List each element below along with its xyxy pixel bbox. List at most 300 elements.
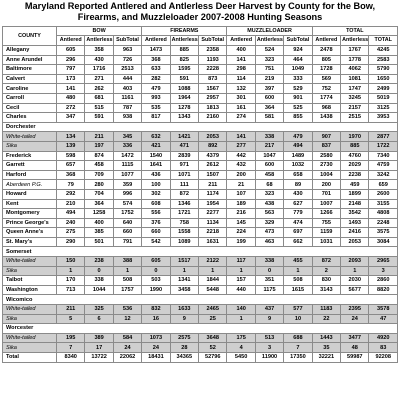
harvest-count: 832 [142, 305, 170, 315]
harvest-count: 805 [312, 55, 340, 65]
harvest-count: 277 [227, 141, 255, 151]
harvest-count: 5790 [369, 65, 398, 75]
harvest-count: 11900 [255, 353, 283, 363]
harvest-count: 1721 [170, 209, 198, 219]
harvest-count: 1615 [284, 285, 312, 295]
harvest-count: 161 [227, 103, 255, 113]
harvest-count: 430 [284, 189, 312, 199]
harvest-count: 323 [255, 55, 283, 65]
harvest-count: 1 [227, 314, 255, 324]
harvest-count: 3578 [369, 305, 398, 315]
harvest-count: 22 [312, 314, 340, 324]
harvest-count: 16 [142, 314, 170, 324]
county-name: Montgomery [3, 209, 57, 219]
harvest-count: 292 [57, 189, 85, 199]
harvest-count: 591 [170, 74, 198, 84]
harvest-count: 855 [284, 113, 312, 123]
header-col: Antlerless [255, 36, 283, 46]
harvest-count: 211 [199, 180, 227, 190]
harvest-count: 3125 [369, 103, 398, 113]
harvest-count: 217 [255, 141, 283, 151]
harvest-count: 216 [227, 209, 255, 219]
harvest-count: 515 [85, 103, 113, 113]
harvest-count: 189 [227, 199, 255, 209]
harvest-count: 141 [57, 84, 85, 94]
harvest-count: 524 [255, 46, 283, 56]
harvest-count: 627 [284, 199, 312, 209]
harvest-count: 1 [284, 266, 312, 276]
header-col: Antlerless [170, 36, 198, 46]
harvest-count: 752 [312, 84, 340, 94]
header-col: TOTAL [369, 36, 398, 46]
harvest-count: 18431 [142, 353, 170, 363]
harvest-count: 28 [170, 343, 198, 353]
title-line-1: Maryland Reported Antlered and Antlerless Deer Harvest by County for the Bow, [24, 1, 376, 11]
harvest-count: 200 [227, 170, 255, 180]
harvest-count: 83 [369, 343, 398, 353]
harvest-count: 1174 [199, 189, 227, 199]
harvest-count: 473 [255, 228, 283, 238]
harvest-count: 1004 [312, 170, 340, 180]
harvest-count: 501 [85, 237, 113, 247]
harvest-count: 1813 [199, 103, 227, 113]
harvest-count: 1438 [312, 113, 340, 123]
harvest-count: 1341 [170, 276, 198, 286]
harvest-count: 400 [85, 218, 113, 228]
harvest-count: 1558 [170, 228, 198, 238]
harvest-count: 173 [57, 74, 85, 84]
harvest-count: 479 [284, 132, 312, 142]
harvest-count: 1641 [142, 161, 170, 171]
harvest-count: 272 [57, 103, 85, 113]
harvest-count: 3242 [369, 170, 398, 180]
harvest-count: 600 [255, 93, 283, 103]
header-col: Antlered [312, 36, 340, 46]
harvest-count: 24 [341, 314, 369, 324]
county-name: St. Mary's [3, 237, 57, 247]
harvest-count: 211 [85, 132, 113, 142]
harvest-count: 175 [227, 333, 255, 343]
harvest-count: 1 [341, 266, 369, 276]
harvest-count: 525 [284, 103, 312, 113]
harvest-count: 633 [142, 65, 170, 75]
harvest-count: 34365 [170, 353, 198, 363]
harvest-count: 605 [142, 257, 170, 267]
header-row-groups [3, 27, 398, 36]
harvest-count: 632 [142, 132, 170, 142]
harvest-count: 296 [57, 55, 85, 65]
harvest-count: 459 [341, 180, 369, 190]
harvest-count: 779 [284, 209, 312, 219]
harvest-count: 1031 [312, 237, 340, 247]
county-name: Prince George's [3, 218, 57, 228]
harvest-count: 2 [312, 266, 340, 276]
harvest-count: 100 [142, 180, 170, 190]
county-name: Kent [3, 199, 57, 209]
harvest-count: 48 [341, 343, 369, 353]
harvest-count: 713 [57, 285, 85, 295]
harvest-count: 3155 [369, 199, 398, 209]
harvest-count: 358 [85, 46, 113, 56]
harvest-count: 5450 [227, 353, 255, 363]
harvest-count: 262 [85, 84, 113, 94]
harvest-count: 436 [142, 170, 170, 180]
harvest-count: 1115 [113, 161, 141, 171]
harvest-count: 385 [85, 228, 113, 238]
harvest-count: 1089 [170, 237, 198, 247]
harvest-count: 17350 [284, 353, 312, 363]
harvest-count: 1266 [312, 209, 340, 219]
harvest-count: 52 [199, 343, 227, 353]
harvest-count: 791 [113, 237, 141, 247]
harvest-count: 2583 [369, 55, 398, 65]
harvest-count: 438 [255, 199, 283, 209]
harvest-count: 885 [341, 141, 369, 151]
table-row [3, 55, 398, 65]
county-name: Allegany [3, 46, 57, 56]
harvest-count: 140 [227, 305, 255, 315]
harvest-count: 197 [85, 141, 113, 151]
harvest-count: 1161 [113, 93, 141, 103]
harvest-count: 2416 [341, 228, 369, 238]
county-name: White-tailed [3, 333, 57, 343]
harvest-count: 600 [255, 161, 283, 171]
harvest-count: 968 [312, 103, 340, 113]
harvest-count: 1489 [284, 151, 312, 161]
harvest-count: 4920 [369, 333, 398, 343]
harvest-count: 437 [255, 305, 283, 315]
table-row [3, 93, 398, 103]
county-group-row [3, 122, 398, 132]
county-name: Sika [3, 343, 57, 353]
harvest-count: 290 [57, 237, 85, 247]
harvest-count: 2600 [369, 189, 398, 199]
harvest-count: 0 [85, 266, 113, 276]
county-name: White-tailed [3, 132, 57, 142]
harvest-count: 463 [255, 237, 283, 247]
harvest-count: 0 [255, 266, 283, 276]
table-row [3, 151, 398, 161]
harvest-count: 8340 [57, 353, 85, 363]
harvest-count: 336 [113, 141, 141, 151]
harvest-count: 787 [113, 103, 141, 113]
harvest-count: 542 [142, 237, 170, 247]
harvest-count: 758 [170, 218, 198, 228]
harvest-count: 1899 [341, 189, 369, 199]
county-name: Calvert [3, 74, 57, 84]
harvest-count: 111 [170, 180, 198, 190]
harvest-count: 837 [312, 141, 340, 151]
harvest-count: 10 [284, 314, 312, 324]
harvest-count: 200 [312, 180, 340, 190]
harvest-count: 1077 [113, 170, 141, 180]
harvest-count: 325 [85, 305, 113, 315]
harvest-count: 2465 [199, 305, 227, 315]
table-row [3, 132, 398, 142]
harvest-count: 280 [85, 180, 113, 190]
harvest-count: 1752 [113, 209, 141, 219]
harvest-count: 1716 [85, 65, 113, 75]
harvest-count: 872 [312, 257, 340, 267]
harvest-count: 400 [227, 46, 255, 56]
harvest-count: 474 [284, 218, 312, 228]
harvest-count: 3084 [369, 237, 398, 247]
harvest-count: 359 [113, 180, 141, 190]
table-row [3, 314, 398, 324]
harvest-count: 421 [142, 141, 170, 151]
harvest-count: 577 [284, 305, 312, 315]
county-name: Washington [3, 285, 57, 295]
header-row-columns [3, 36, 398, 46]
harvest-count: 347 [57, 113, 85, 123]
harvest-count: 458 [255, 170, 283, 180]
harvest-count: 536 [113, 305, 141, 315]
harvest-count: 107 [227, 189, 255, 199]
county-group-label: Somerset [3, 247, 398, 257]
harvest-count: 195 [57, 333, 85, 343]
harvest-count: 508 [284, 276, 312, 286]
harvest-count: 114 [227, 74, 255, 84]
harvest-count: 479 [142, 84, 170, 94]
harvest-count: 2030 [341, 276, 369, 286]
header-col: Antlerless [341, 36, 369, 46]
table-row [3, 141, 398, 151]
harvest-count: 2122 [199, 257, 227, 267]
harvest-count: 529 [284, 84, 312, 94]
harvest-count: 219 [255, 74, 283, 84]
header-group-muzzleloader: MUZZLELOADER [227, 27, 312, 36]
table-row [3, 237, 398, 247]
county-name: Garrett [3, 161, 57, 171]
header-col: Antlered [142, 36, 170, 46]
harvest-count: 797 [57, 65, 85, 75]
harvest-count: 1517 [170, 257, 198, 267]
harvest-count: 658 [284, 170, 312, 180]
header-county: COUNTY [3, 27, 57, 46]
harvest-count: 275 [57, 228, 85, 238]
harvest-count: 2358 [199, 46, 227, 56]
harvest-count: 2093 [341, 257, 369, 267]
harvest-count: 455 [284, 257, 312, 267]
county-name: White-tailed [3, 305, 57, 315]
table-row [3, 46, 398, 56]
harvest-count: 274 [227, 113, 255, 123]
county-name: Carroll [3, 93, 57, 103]
harvest-count: 830 [312, 276, 340, 286]
harvest-count: 574 [113, 199, 141, 209]
harvest-count: 32221 [312, 353, 340, 363]
harvest-count: 145 [227, 218, 255, 228]
harvest-count: 1728 [312, 65, 340, 75]
harvest-count: 5 [57, 314, 85, 324]
harvest-count: 1 [170, 266, 198, 276]
harvest-count: 271 [85, 74, 113, 84]
harvest-count: 389 [85, 333, 113, 343]
harvest-count: 3953 [369, 113, 398, 123]
harvest-count: 1 [227, 266, 255, 276]
harvest-count: 471 [170, 141, 198, 151]
harvest-count: 963 [113, 46, 141, 56]
header-col: SubTotal [113, 36, 141, 46]
harvest-count: 751 [255, 65, 283, 75]
harvest-count: 368 [57, 170, 85, 180]
harvest-count: 1990 [142, 285, 170, 295]
harvest-count: 464 [284, 55, 312, 65]
harvest-count: 7 [284, 343, 312, 353]
harvest-count: 938 [113, 113, 141, 123]
harvest-count: 563 [255, 209, 283, 219]
harvest-count: 6 [85, 314, 113, 324]
harvest-count: 5677 [341, 285, 369, 295]
harvest-count: 117 [227, 257, 255, 267]
harvest-count: 2157 [341, 103, 369, 113]
harvest-count: 132 [227, 84, 255, 94]
harvest-count: 4062 [341, 65, 369, 75]
harvest-count: 430 [85, 55, 113, 65]
harvest-count: 2218 [199, 228, 227, 238]
harvest-count: 657 [57, 161, 85, 171]
header-col: Antlerless [85, 36, 113, 46]
header-group-firearms: FIREARMS [142, 27, 227, 36]
county-name: Sika [3, 141, 57, 151]
total-row [3, 353, 398, 363]
harvest-count: 5019 [369, 93, 398, 103]
harvest-count: 2228 [199, 65, 227, 75]
harvest-count: 1567 [199, 84, 227, 94]
harvest-count: 368 [142, 55, 170, 65]
harvest-count: 79 [57, 180, 85, 190]
harvest-count: 3477 [341, 333, 369, 343]
harvest-count: 68 [255, 180, 283, 190]
harvest-count: 1473 [142, 46, 170, 56]
harvest-count: 2395 [341, 305, 369, 315]
harvest-count: 1343 [170, 113, 198, 123]
harvest-count: 338 [255, 257, 283, 267]
header-group-total: TOTAL [312, 27, 397, 36]
harvest-count: 494 [57, 209, 85, 219]
harvest-count: 47 [369, 314, 398, 324]
county-name: Sika [3, 314, 57, 324]
harvest-count: 1 [113, 266, 141, 276]
county-group-label: Worcester [3, 324, 398, 334]
harvest-count: 907 [312, 132, 340, 142]
harvest-count: 2499 [369, 84, 398, 94]
harvest-count: 1088 [170, 84, 198, 94]
table-row [3, 180, 398, 190]
harvest-count: 1007 [312, 199, 340, 209]
harvest-count: 134 [57, 132, 85, 142]
harvest-count: 662 [284, 237, 312, 247]
harvest-count: 1778 [341, 55, 369, 65]
harvest-count: 22062 [113, 353, 141, 363]
county-name: Queen Anne's [3, 228, 57, 238]
county-group-label: Dorchester [3, 122, 398, 132]
harvest-count: 9 [255, 314, 283, 324]
harvest-count: 892 [199, 141, 227, 151]
harvest-count: 432 [227, 161, 255, 171]
harvest-count: 92208 [369, 353, 398, 363]
harvest-count: 1175 [255, 285, 283, 295]
harvest-count: 24 [142, 343, 170, 353]
harvest-count: 442 [227, 151, 255, 161]
harvest-count: 2957 [199, 93, 227, 103]
county-name: Howard [3, 189, 57, 199]
harvest-count: 282 [142, 74, 170, 84]
harvest-count: 403 [113, 84, 141, 94]
county-name: Frederick [3, 151, 57, 161]
county-group-row [3, 295, 398, 305]
harvest-count: 1774 [312, 93, 340, 103]
harvest-count: 210 [57, 199, 85, 209]
harvest-count: 238 [85, 257, 113, 267]
harvest-count: 302 [142, 189, 170, 199]
title-line-2: Firearms, and Muzzleloader 2007-2008 Hunting Seasons [77, 12, 323, 22]
harvest-count: 12 [113, 314, 141, 324]
harvest-count: 660 [113, 228, 141, 238]
harvest-count: 139 [57, 141, 85, 151]
harvest-count: 458 [85, 161, 113, 171]
harvest-count: 1964 [170, 93, 198, 103]
harvest-count: 2612 [199, 161, 227, 171]
harvest-count: 688 [284, 333, 312, 343]
harvest-count: 301 [227, 93, 255, 103]
harvest-count: 874 [85, 151, 113, 161]
harvest-count: 52796 [199, 353, 227, 363]
harvest-count: 872 [170, 189, 198, 199]
harvest-count: 2053 [341, 237, 369, 247]
harvest-count: 2839 [170, 151, 198, 161]
harvest-count: 608 [142, 199, 170, 209]
harvest-count: 25 [199, 314, 227, 324]
harvest-count: 4245 [369, 46, 398, 56]
county-group-row [3, 247, 398, 257]
county-name: Caroline [3, 84, 57, 94]
harvest-count: 13722 [85, 353, 113, 363]
harvest-count: 59987 [341, 353, 369, 363]
harvest-count: 4759 [369, 161, 398, 171]
table-body [3, 46, 398, 363]
harvest-table [2, 26, 398, 363]
table-row [3, 170, 398, 180]
table-row [3, 113, 398, 123]
harvest-count: 329 [255, 218, 283, 228]
header-col: SubTotal [199, 36, 227, 46]
harvest-count: 3575 [369, 228, 398, 238]
harvest-count: 323 [255, 189, 283, 199]
county-name: Charles [3, 113, 57, 123]
harvest-count: 3143 [312, 285, 340, 295]
header-col: Antlered [57, 36, 85, 46]
harvest-count: 2515 [341, 113, 369, 123]
harvest-count: 298 [227, 65, 255, 75]
harvest-count: 3 [255, 343, 283, 353]
harvest-count: 1193 [199, 55, 227, 65]
table-row [3, 189, 398, 199]
county-name: Anne Arundel [3, 55, 57, 65]
harvest-count: 397 [255, 84, 283, 94]
harvest-count: 1049 [284, 65, 312, 75]
harvest-count: 556 [142, 209, 170, 219]
county-name: White-tailed [3, 257, 57, 267]
harvest-count: 659 [369, 180, 398, 190]
harvest-count: 35 [312, 343, 340, 353]
table-row [3, 305, 398, 315]
harvest-count: 709 [85, 170, 113, 180]
table-row [3, 209, 398, 219]
county-group-label: Wicomico [3, 295, 398, 305]
harvest-count: 1493 [341, 218, 369, 228]
table-row [3, 343, 398, 353]
